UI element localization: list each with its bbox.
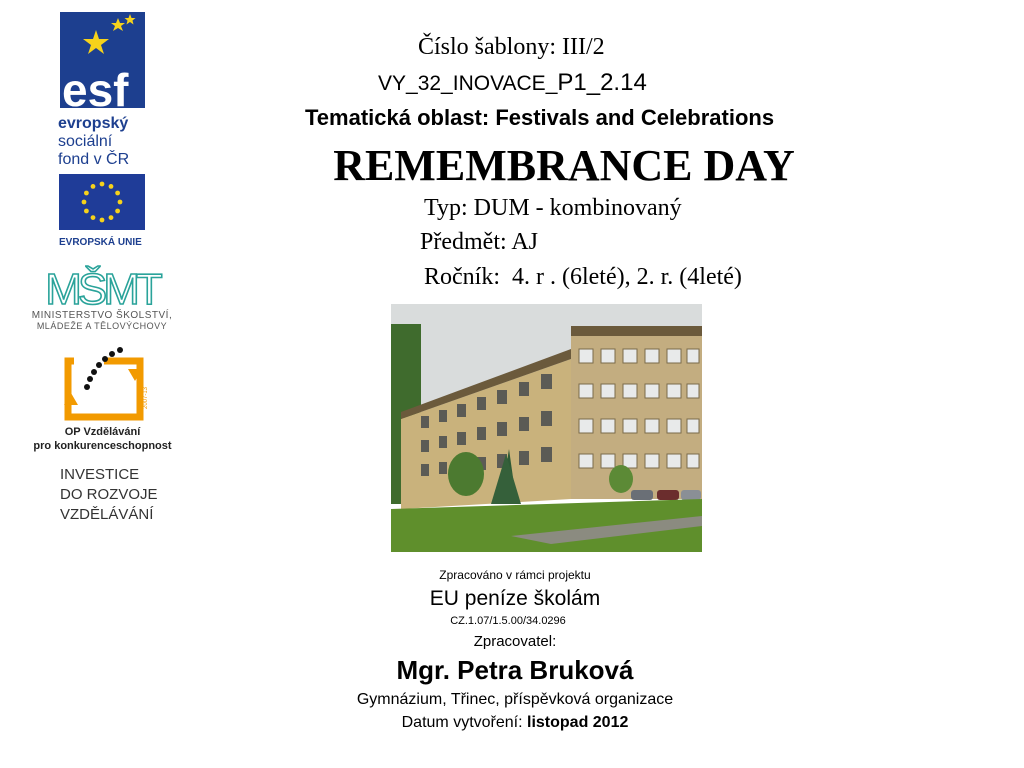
eu-star — [84, 209, 89, 214]
window — [477, 397, 486, 410]
car — [657, 490, 679, 500]
eu-star — [118, 200, 123, 205]
window — [601, 419, 615, 433]
op-dot — [117, 347, 123, 353]
op-dot — [102, 356, 108, 362]
op-line1: OP Vzdělávání — [64, 426, 141, 438]
creation-date-label: Datum vytvoření: — [401, 714, 527, 731]
investice-line1: INVESTICE — [60, 466, 140, 483]
window — [541, 411, 552, 426]
tree — [448, 452, 484, 496]
window — [421, 440, 429, 452]
subject: Předmět: AJ — [420, 229, 538, 255]
window — [687, 349, 699, 363]
esf-logo — [58, 10, 173, 168]
thematic-area: Tematická oblast: Festivals and Celebrations — [305, 105, 775, 130]
window — [623, 349, 637, 363]
school-building-illustration — [391, 304, 702, 552]
op-years: 2007-13 — [143, 386, 149, 409]
window — [687, 454, 699, 468]
eu-logo — [59, 174, 149, 246]
msmt-mark — [12, 252, 192, 310]
op-dot — [91, 369, 97, 375]
eu-star — [109, 215, 114, 220]
op-dot — [109, 351, 115, 357]
project-name: EU peníze školám — [429, 587, 601, 610]
esf-line3: fond v ČR — [58, 151, 130, 168]
window — [579, 349, 593, 363]
school-photo — [391, 304, 702, 552]
window — [601, 384, 615, 398]
eu-star — [100, 218, 105, 223]
window — [541, 447, 552, 462]
creation-date-value: listopad 2012 — [527, 714, 629, 731]
window — [601, 349, 615, 363]
window — [497, 422, 507, 436]
window — [687, 419, 699, 433]
window — [645, 454, 659, 468]
window — [667, 384, 681, 398]
window — [645, 349, 659, 363]
window — [421, 416, 429, 428]
eu-label: EVROPSKÁ UNIE — [59, 237, 142, 248]
window — [519, 382, 529, 396]
esf-line1: evropský — [58, 115, 129, 132]
window — [519, 417, 529, 431]
window — [579, 384, 593, 398]
op-dot — [84, 384, 90, 390]
author-label: Zpracovatel: — [473, 633, 557, 650]
window — [439, 410, 447, 422]
car — [631, 490, 653, 500]
investice-line2: DO ROZVOJE — [60, 486, 158, 503]
eu-star — [115, 209, 120, 214]
code-prefix: VY_32_INOVACE_ — [378, 72, 558, 95]
window — [579, 419, 593, 433]
window — [645, 384, 659, 398]
window — [439, 462, 447, 474]
tree — [609, 465, 633, 493]
window — [623, 419, 637, 433]
author-name: Mgr. Petra Bruková — [396, 655, 634, 685]
school-name: Gymnázium, Třinec, příspěvková organizace — [356, 691, 674, 708]
window — [687, 384, 699, 398]
document-type: Typ: DUM - kombinovaný — [424, 195, 682, 221]
investice-line3: VZDĚLÁVÁNÍ — [60, 506, 154, 523]
eu-star — [115, 191, 120, 196]
msmt-line2: MLÁDEŽE A TĚLOVÝCHOVY — [36, 321, 168, 331]
code-suffix: P1_2.14 — [557, 69, 647, 96]
project-intro: Zpracováno v rámci projektu — [439, 568, 591, 582]
eu-star — [91, 215, 96, 220]
window — [439, 436, 447, 448]
window — [645, 419, 659, 433]
msmt-logo — [12, 252, 192, 338]
op-dot — [87, 376, 93, 382]
window — [519, 451, 529, 465]
eu-flag — [59, 174, 145, 230]
code-line — [378, 69, 647, 97]
window — [541, 374, 552, 389]
window — [421, 464, 429, 476]
grade: Ročník: 4. r . (6leté), 2. r. (4leté) — [424, 264, 742, 290]
window — [497, 390, 507, 404]
window — [477, 427, 486, 440]
eu-star — [91, 184, 96, 189]
op-mark — [30, 345, 175, 423]
window — [457, 432, 466, 445]
eu-star — [109, 184, 114, 189]
window — [601, 454, 615, 468]
window — [667, 419, 681, 433]
eu-star — [84, 191, 89, 196]
window — [667, 454, 681, 468]
window — [579, 454, 593, 468]
esf-logo-mark — [58, 10, 173, 110]
project-code: CZ.1.07/1.5.00/34.0296 — [450, 615, 566, 627]
eu-star — [82, 200, 87, 205]
window — [667, 349, 681, 363]
esf-line2: sociální — [58, 133, 113, 150]
car — [681, 490, 701, 500]
msmt-line1: MINISTERSTVO ŠKOLSTVÍ, — [31, 310, 173, 321]
investice-logo — [60, 465, 200, 525]
building-right-roof — [571, 326, 702, 336]
template-number: Číslo šablony: III/2 — [418, 34, 605, 60]
esf-mark-text: esf — [62, 64, 129, 110]
page-title: REMEMBRANCE DAY — [333, 141, 795, 190]
eu-star — [100, 182, 105, 187]
window — [623, 384, 637, 398]
op-line2: pro konkurenceschopnost — [33, 440, 172, 452]
window — [457, 404, 466, 417]
msmt-mark-text: MŠMT — [45, 265, 159, 310]
creation-date — [305, 714, 725, 732]
op-dot — [96, 362, 102, 368]
op-logo — [30, 345, 175, 455]
